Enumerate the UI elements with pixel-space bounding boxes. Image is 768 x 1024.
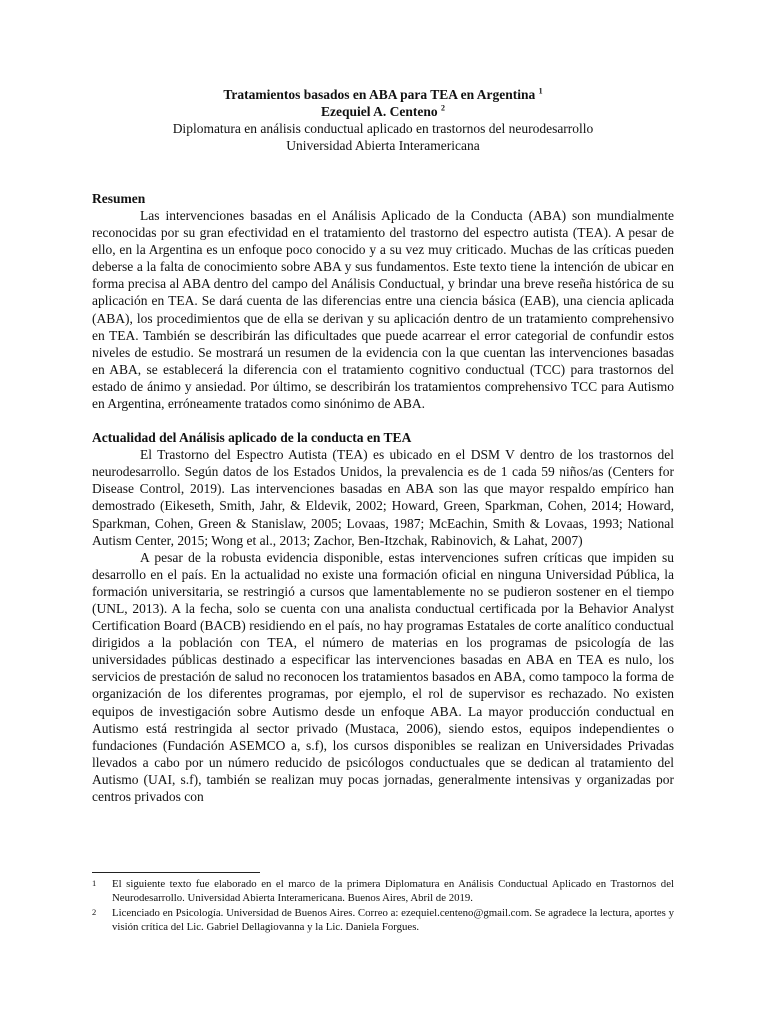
section-paragraph-1: El Trastorno del Espectro Autista (TEA) es ubicado en el DSM V dentro de los trastornos del neurodesarrollo. Según datos de los Estados Unidos, la prevalencia es de 1 cada 59 niños/as (Centers for Disease Control, 2019). Las intervenciones basadas en ABA son las que mayor respaldo empírico han demostrado (Eikeseth, Smith, Jahr, & Eldevik, 2002; Howard, Green, Sparkman, Cohen, 2014; Howard, Sparkman, Cohen, Green & Stanislaw, 2005; Lovaas, 1987; McEachin, Smith & Lovaas, 1993; National Autism Center, 2015; Wong et al., 2013; Zachor, Ben-Itzchak, Rabinovich, & Lahat, 2007) bbox=[92, 447, 674, 548]
title-footnote-ref[interactable]: 1 bbox=[538, 86, 543, 96]
section-heading: Actualidad del Análisis aplicado de la conducta en TEA bbox=[92, 430, 412, 446]
footnotes bbox=[92, 878, 674, 936]
footnote-1-mark: 1 bbox=[92, 878, 97, 888]
section-paragraph-2: A pesar de la robusta evidencia disponible, estas intervenciones sufren críticas que impiden su desarrollo en el país. En la actualidad no existe una formación oficial en ninguna Universidad Pública, la formación universitaria, se restringió a cursos que lamentablemente no se pudieron sostener en el tiempo (UNL, 2013). A la fecha, solo se cuenta con una analista conductual certificada por la Behavior Analyst Certification Board (BACB) residiendo en el país, no hay programas Estatales de corte analítico conductual dirigidos a la población con TEA, el número de materias en los programas de psicología de las universidades públicas destinado a especificar las intervenciones basadas en ABA en TEA es nulo, los servicios de prestación de salud no reconocen los tratamientos basados en ABA, como tampoco la forma de organización de los diferentes programas, por ejemplo, el rol de supervisor es rechazado. No existen equipos de investigación sobre Autismo desde un enfoque ABA. La mayor producción conductual en Autismo está restringida al sector privado (Mustaca, 2006), siendo estos, equipos independientes o fundaciones (Fundación ASEMCO a, s.f), los cursos disponibles se realizan en Universidades Privadas llevados a cabo por un número reducido de psicólogos conductuales que se dedican al tratamiento del Autismo (UAI, s.f), también se realizan muy pocas jornadas, generalmente intensivas y organizadas por centros privados con bbox=[92, 549, 674, 804]
footnote-2-mark: 2 bbox=[92, 907, 97, 918]
title-text: Tratamientos basados en ABA para TEA en Argentina bbox=[223, 87, 536, 102]
footnote-2 bbox=[92, 907, 674, 934]
footnote-2-text: Licenciado en Psicología. Universidad de Buenos Aires. Correo a: ezequiel.centeno@gmail.com. Se agradece la lectura, aportes y visión crítica del Lic. Gabriel Dellagiovanna y la Lic. Daniela Forgues. bbox=[112, 907, 674, 933]
footnote-1 bbox=[92, 878, 674, 905]
abstract-paragraph: Las intervenciones basadas en el Análisis Aplicado de la Conducta (ABA) son mundialmente reconocidas por su gran efectividad en el tratamiento del trastorno del espectro autista (TEA). A pesar de ello, en la Argentina es un enfoque poco conocido y a su vez muy criticado. Muchas de las críticas pueden deberse a la falta de conocimiento sobre ABA y sus fundamentos. Este texto tiene la intención de ubicar en forma precisa al ABA dentro del campo del Análisis Conductual, y brindar una breve reseña histórica de su aplicación en TEA. Se dará cuenta de las diferencias entre una ciencia básica (EAB), una ciencia aplicada (ABA), los procedimientos que de ella se derivan y su aplicación dentro de un tratamiento comprehensivo en TEA. También se describirán las dificultades que puede acarrear el error categorial de confundir estos niveles de estudio. Se mostrará un resumen de la evidencia con la que cuentan las intervenciones basadas en ABA, se establecerá la diferencia con el tratamiento cognitivo conductual (TCC) para trastornos del estado de ánimo y ansiedad. Por último, se describirán los tratamientos comprehensivo TCC para Autismo en Argentina, erróneamente tratados como sinónimo de ABA. bbox=[92, 208, 674, 412]
program-name: Diplomatura en análisis conductual aplicado en trastornos del neurodesarrollo bbox=[172, 121, 594, 136]
document-title bbox=[92, 86, 674, 103]
footnote-separator bbox=[92, 872, 260, 873]
author-line bbox=[92, 103, 674, 120]
document-page bbox=[92, 86, 674, 805]
author-name: Ezequiel A. Centeno bbox=[321, 104, 438, 119]
institution-name: Universidad Abierta Interamericana bbox=[286, 138, 480, 153]
author-footnote-ref[interactable]: 2 bbox=[441, 103, 445, 113]
footnote-1-text: El siguiente texto fue elaborado en el marco de la primera Diplomatura en Análisis Conductual Aplicado en Trastornos del Neurodesarrollo. Universidad Abierta Interamericana. Buenos Aires, Abril de 2019. bbox=[112, 878, 674, 904]
abstract-heading: Resumen bbox=[92, 191, 146, 206]
